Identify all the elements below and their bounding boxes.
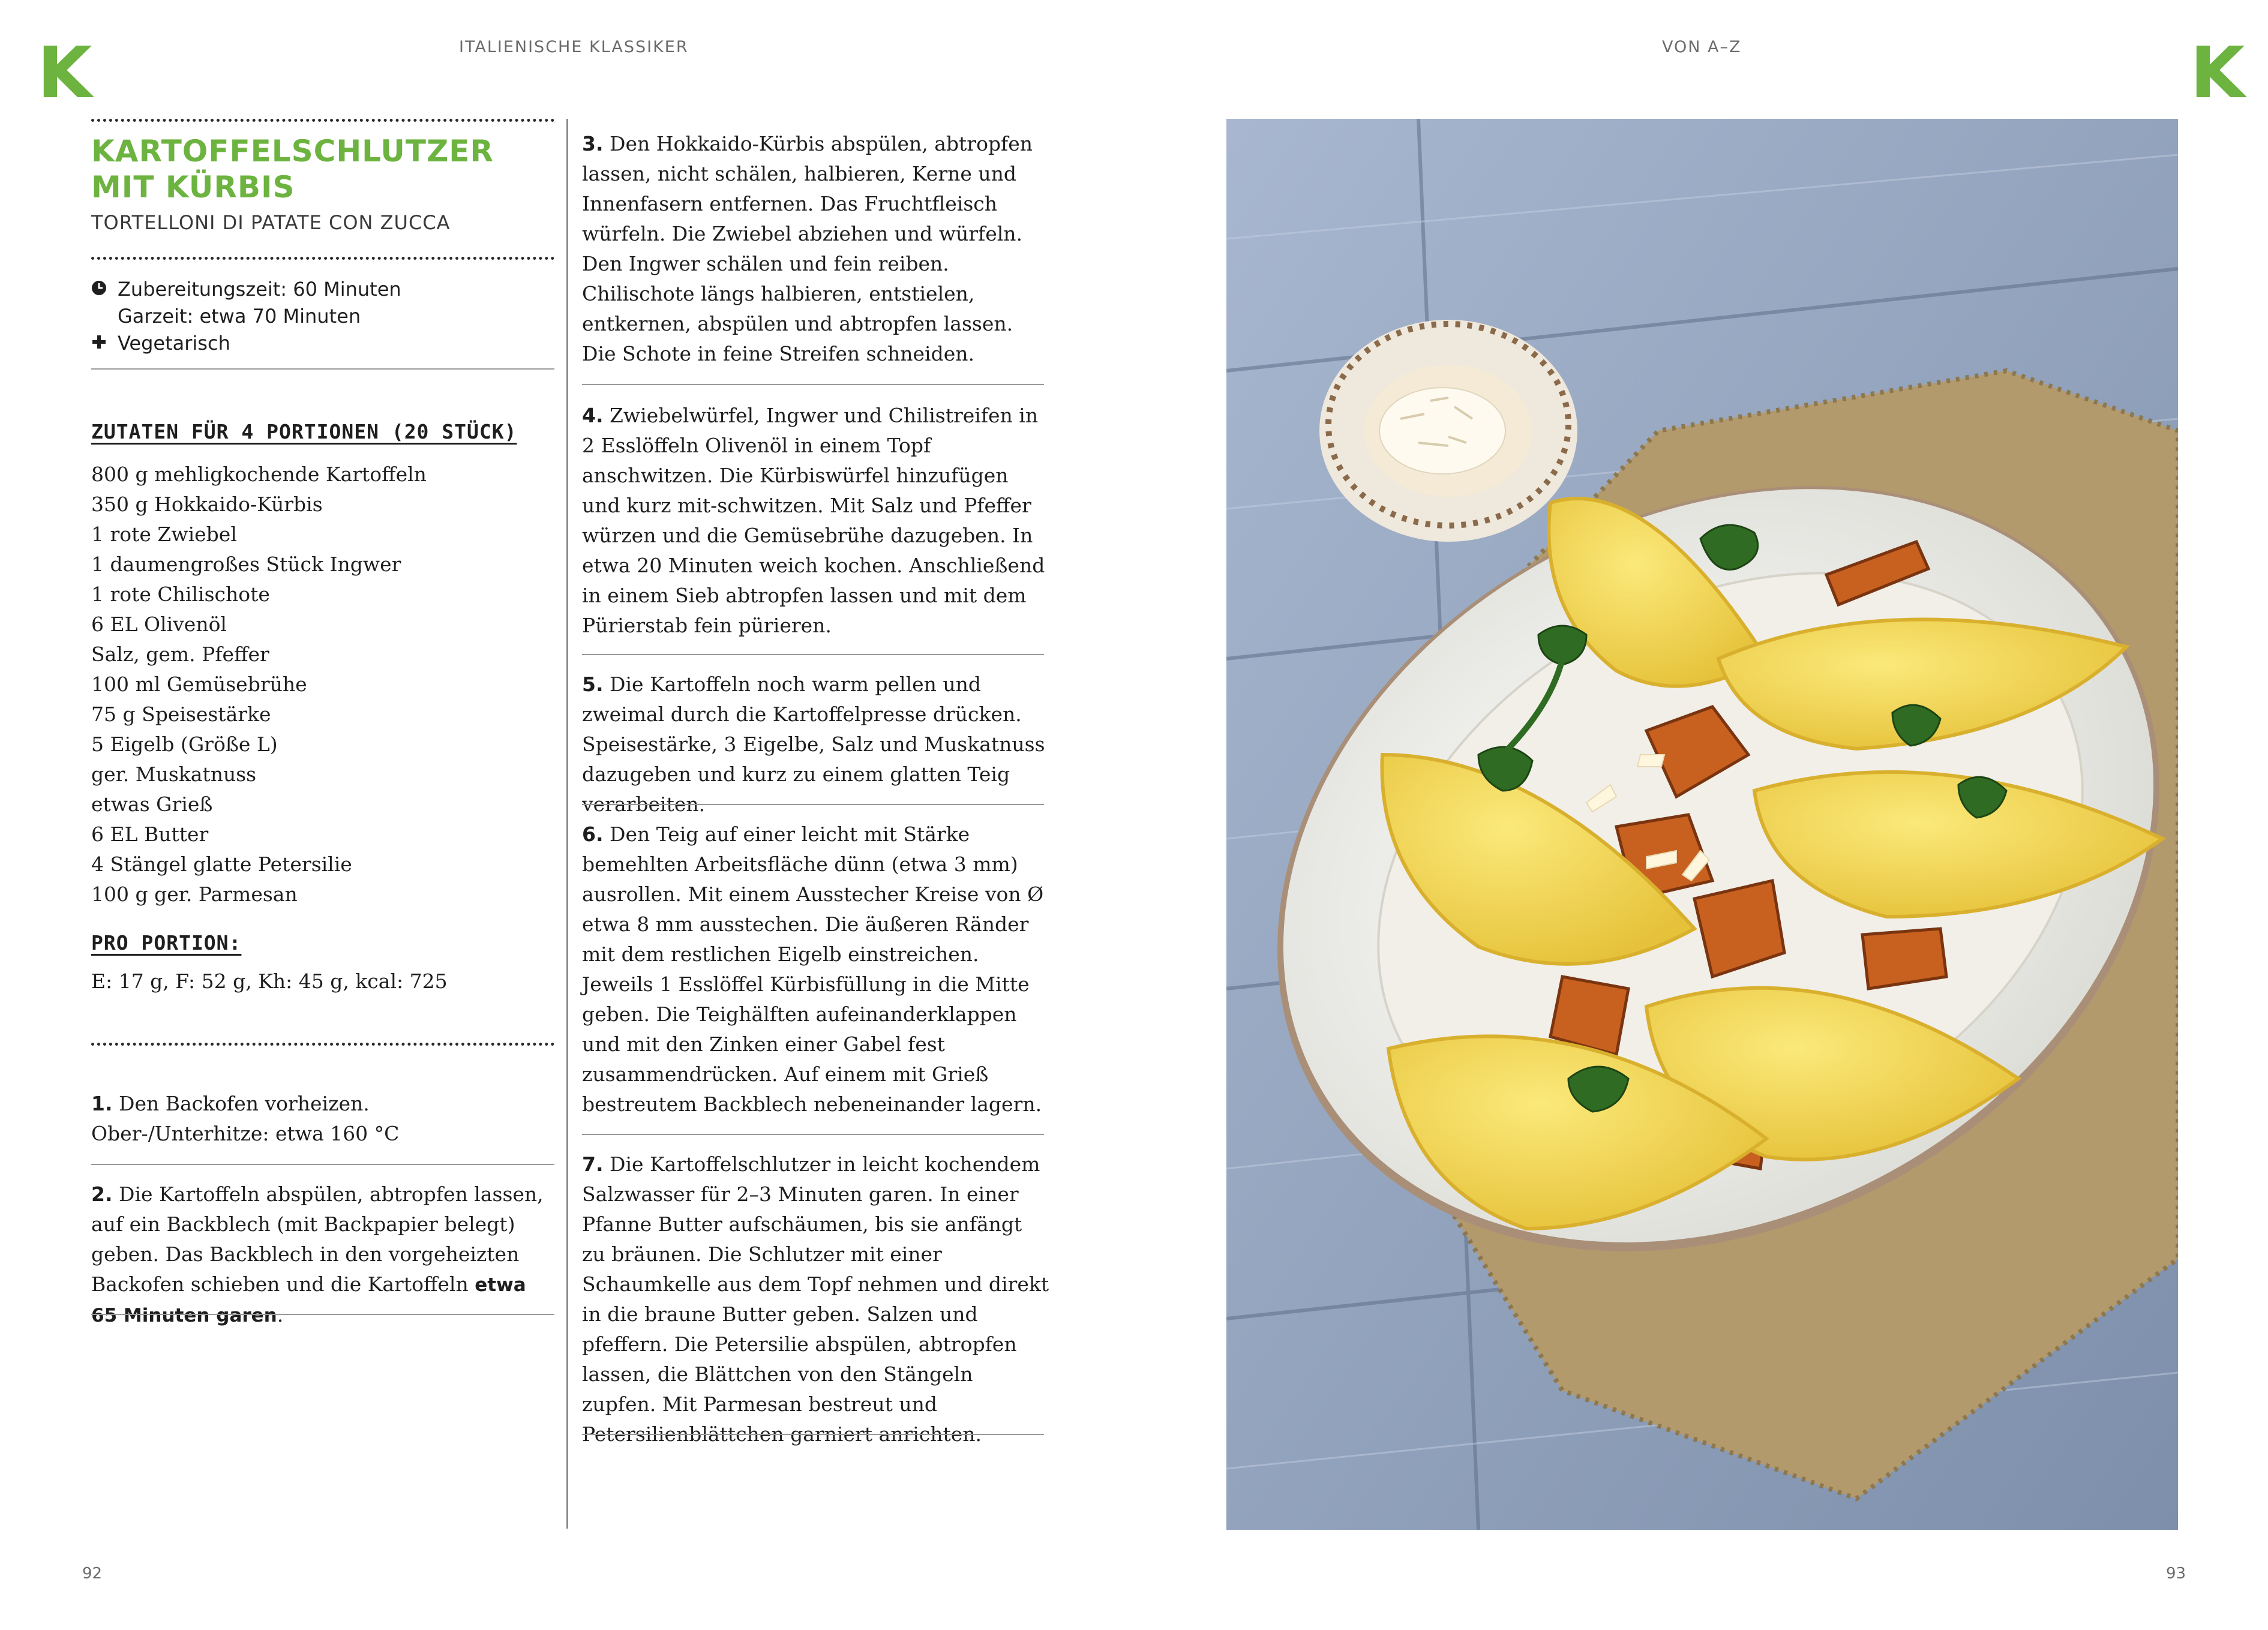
ingredient-item: 800 g mehligkochende Kartoffeln bbox=[91, 463, 427, 486]
ingredients-list bbox=[91, 460, 427, 909]
grated-parmesan bbox=[1379, 388, 1505, 474]
plus-icon bbox=[91, 330, 118, 357]
recipe-title-line-2: MIT KÜRBIS bbox=[91, 170, 295, 205]
nutrition-values: E: 17 g, F: 52 g, Kh: 45 g, kcal: 725 bbox=[91, 969, 448, 993]
cook-time: Garzeit: etwa 70 Minuten bbox=[118, 305, 361, 328]
step-text: Den Backofen vorheizen. Ober-/Unterhitze: etwa 160 °C bbox=[91, 1092, 400, 1145]
step-text: Die Kartoffelschlutzer in leicht kochendem Salzwasser für 2–3 Minuten garen. In einer Pfanne Butter aufschäumen, bis sie anfängt zu bräunen. Die Schlutzer mit einer Schaumkelle aus dem Topf nehmen und direkt in die braune Butter geben. Salzen und pfeffern. Die Petersilie abspülen, abtropfen lassen, die Blättchen von den Stängeln zupfen. Mit Parmesan bestreut und Petersilienblättchen garniert anrichten. bbox=[582, 1152, 1049, 1446]
nutrition-heading: PRO PORTION: bbox=[91, 931, 242, 954]
divider bbox=[582, 1434, 1044, 1435]
step-end: . bbox=[277, 1303, 284, 1326]
dish-photo bbox=[1226, 119, 2178, 1530]
ingredient-item: 6 EL Butter bbox=[91, 822, 209, 846]
step-4 bbox=[582, 401, 1050, 641]
ingredient-item: 75 g Speisestärke bbox=[91, 703, 271, 726]
step-text: Die Kartoffeln abspülen, abtropfen lassen, auf ein Backblech (mit Backpapier belegt) geben. Das Backblech in den vorgeheizten Backofen schieben und die Kartoffeln bbox=[91, 1182, 544, 1296]
step-number: 3. bbox=[582, 132, 604, 155]
divider bbox=[582, 384, 1044, 385]
section-letter-left: K bbox=[37, 31, 92, 114]
recipe-title-line-1: KARTOFFELSCHLUTZER bbox=[91, 134, 494, 169]
ingredient-item: 1 rote Chilischote bbox=[91, 583, 270, 606]
step-5 bbox=[582, 670, 1050, 819]
recipe-subtitle: TORTELLONI DI PATATE CON ZUCCA bbox=[91, 211, 451, 234]
step-3 bbox=[582, 129, 1050, 369]
prep-time: Zubereitungszeit: 60 Minuten bbox=[118, 278, 401, 301]
diet-label: Vegetarisch bbox=[118, 332, 230, 355]
page-number-left: 92 bbox=[82, 1565, 103, 1583]
divider bbox=[91, 1314, 554, 1315]
ingredient-item: 1 daumengroßes Stück Ingwer bbox=[91, 553, 401, 576]
ingredient-item: ger. Muskatnuss bbox=[91, 763, 257, 786]
ingredient-item: 100 g ger. Parmesan bbox=[91, 882, 298, 906]
ingredient-item: 6 EL Olivenöl bbox=[91, 613, 227, 636]
step-6 bbox=[582, 819, 1050, 1119]
step-text: Zwiebelwürfel, Ingwer und Chilistreifen in 2 Esslöffeln Olivenöl in einem Topf anschwitzen. Die Kürbiswürfel hinzufügen und kurz mit-schwitzen. Mit Salz und Pfeffer würzen und die Gemüsebrühe dazugeben. In etwa 20 Minuten weich kochen. Anschließend in einem Sieb abtropfen lassen und mit dem Pürierstab fein pürieren. bbox=[582, 404, 1045, 637]
ingredient-item: 100 ml Gemüsebrühe bbox=[91, 673, 307, 696]
step-number: 7. bbox=[582, 1152, 604, 1176]
divider-dotted bbox=[91, 257, 554, 260]
recipe-title bbox=[91, 133, 494, 205]
step-number: 2. bbox=[91, 1182, 113, 1206]
divider bbox=[582, 654, 1044, 655]
ingredient-item: 1 rote Zwiebel bbox=[91, 523, 237, 546]
divider-dotted bbox=[91, 1043, 554, 1046]
ingredient-item: 350 g Hokkaido-Kürbis bbox=[91, 493, 323, 516]
divider bbox=[582, 804, 1044, 805]
step-text: Den Teig auf einer leicht mit Stärke bemehlten Arbeitsfläche dünn (etwa 3 mm) ausrollen. Mit einem Ausstecher Kreise von Ø etwa 8 mm ausstechen. Die äußeren Ränder mit dem restlichen Eigelb einstreichen. Jeweils 1 Esslöffel Kürbisfüllung in die Mitte geben. Die Teighälften aufeinanderklappen und mit den Zinken einer Gabel fest zusammendrücken. Auf einem mit Grieß bestreutem Backblech nebeneinander lagern. bbox=[582, 822, 1044, 1116]
ingredients-heading: ZUTATEN FÜR 4 PORTIONEN (20 STÜCK) bbox=[91, 420, 517, 443]
diet-row bbox=[91, 330, 401, 357]
step-2 bbox=[91, 1179, 554, 1331]
divider bbox=[582, 1134, 1044, 1135]
step-text: Den Hokkaido-Kürbis abspülen, abtropfen lassen, nicht schälen, halbieren, Kerne und Innenfasern entfernen. Das Fruchtfleisch würfeln. Die Zwiebel abziehen und würfeln. Den Ingwer schälen und fein reiben. Chilischote längs halbieren, entstielen, entkernen, abspülen und abtropfen lassen. Die Schote in feine Streifen schneiden. bbox=[582, 132, 1033, 365]
column-rule bbox=[566, 119, 568, 1529]
ingredient-item: Salz, gem. Pfeffer bbox=[91, 643, 269, 666]
running-title-right: VON A–Z bbox=[1662, 38, 1742, 56]
step-text: Die Kartoffeln noch warm pellen und zweimal durch die Kartoffelpresse drücken. Speisestärke, 3 Eigelbe, Salz und Muskatnuss dazugeben und kurz zu einem glatten Teig verarbeiten. bbox=[582, 673, 1045, 816]
step-1 bbox=[91, 1089, 463, 1149]
prep-time-row bbox=[91, 276, 401, 303]
cheese-bowl bbox=[1319, 320, 1577, 542]
ingredient-item: 4 Stängel glatte Petersilie bbox=[91, 852, 352, 876]
ingredient-item: etwas Grieß bbox=[91, 793, 213, 816]
section-letter-right: K bbox=[2190, 31, 2245, 114]
step-number: 5. bbox=[582, 673, 604, 696]
running-title-left: ITALIENISCHE KLASSIKER bbox=[459, 38, 689, 56]
divider-dotted bbox=[91, 119, 554, 122]
clock-icon bbox=[91, 276, 118, 303]
cook-time-row bbox=[91, 303, 401, 330]
recipe-info bbox=[91, 276, 401, 357]
step-number: 4. bbox=[582, 404, 604, 427]
step-highlight: etwa 65 Minuten garen bbox=[91, 1274, 526, 1326]
step-number: 6. bbox=[582, 822, 604, 846]
page-number-right: 93 bbox=[2166, 1565, 2186, 1583]
divider bbox=[91, 1164, 554, 1165]
step-7 bbox=[582, 1149, 1050, 1449]
step-number: 1. bbox=[91, 1092, 113, 1115]
ingredient-item: 5 Eigelb (Größe L) bbox=[91, 733, 278, 756]
divider bbox=[91, 368, 554, 370]
